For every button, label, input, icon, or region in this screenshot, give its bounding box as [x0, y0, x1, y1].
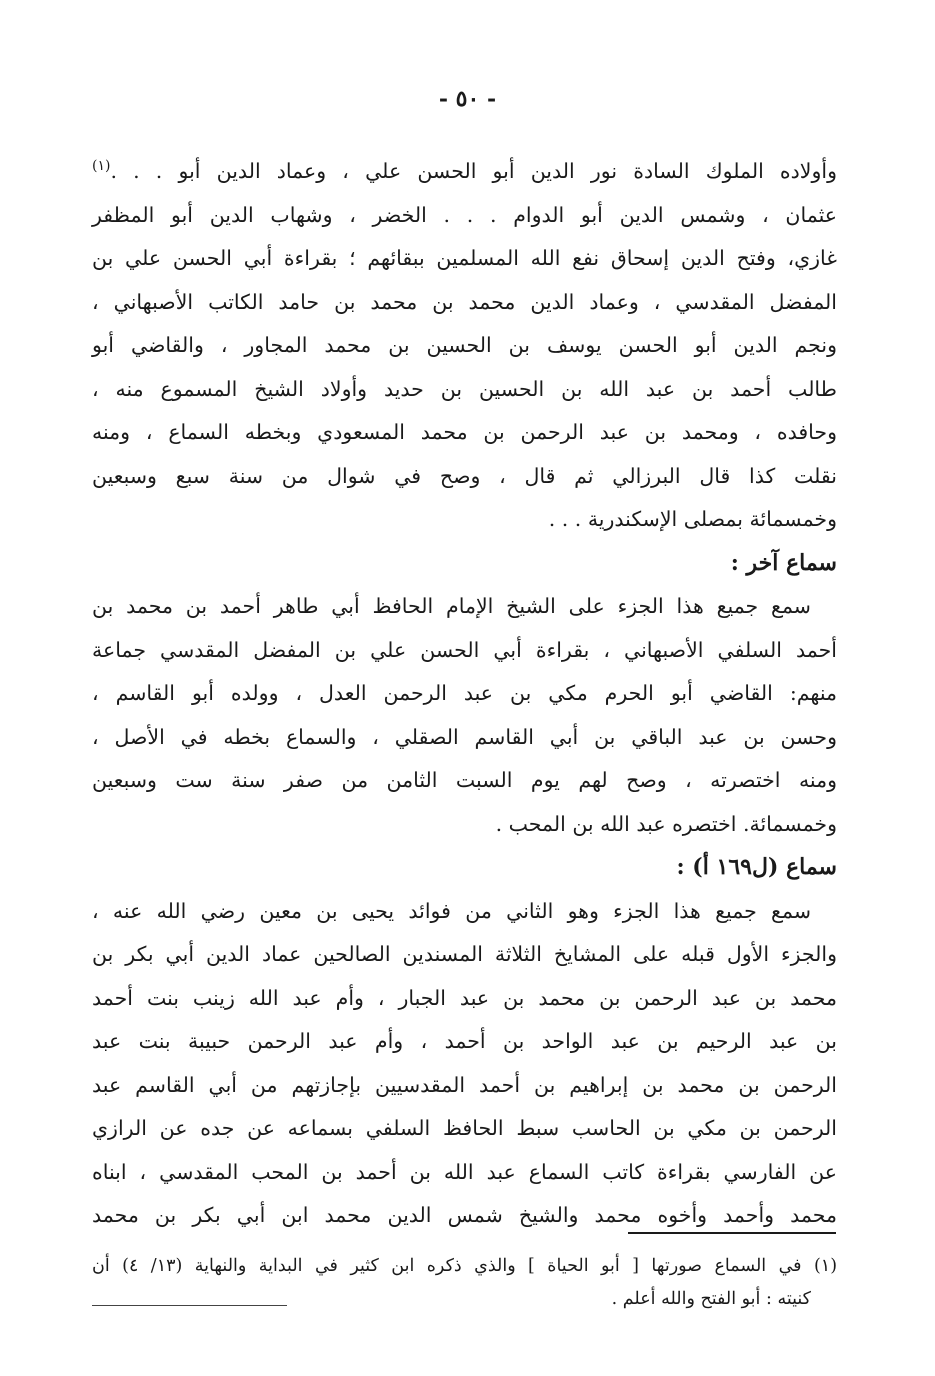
text-line: ونجم الدين أبو الحسن يوسف بن الحسين بن محمد المجاور ، والقاضي أبو: [92, 333, 837, 357]
footnote-reference: (١): [92, 158, 111, 175]
section-heading: سماع آخر :: [730, 549, 837, 576]
text-line: المفضل المقدسي ، وعماد الدين محمد بن محمد بن حامد الكاتب الأصبهاني ،: [92, 289, 837, 314]
page-number: - ٥٠ -: [438, 86, 497, 112]
text-line: نقلت كذا قال البرزالي ثم قال ، وصح في شوال من سنة سبع وسبعين: [92, 463, 837, 488]
text-line: سمع جميع هذا الجزء وهو الثاني من فوائد يحيى بن معين رضي الله عنه ،: [92, 898, 811, 923]
main-text: [92, 150, 837, 1238]
text-line: ومنه اختصرته ، وصح لهم يوم السبت الثامن من صفر سنة ست وسبعين: [92, 768, 837, 792]
text-line: الرحمن بن محمد بن إبراهيم بن أحمد المقدسيين بإجازتهم من أبي القاسم عبد: [92, 1072, 837, 1097]
text-line: وخمسمائة بمصلى الإسكندرية . . .: [548, 507, 837, 531]
text-line: بن عبد الرحيم بن عبد الواحد بن أحمد ، وأم عبد الرحمن حبيبة بنت عبد: [92, 1029, 837, 1053]
text-line: الرحمن بن مكي بن الحاسب سبط الحافظ السلفي بسماعه عن جده عن الرازي: [92, 1116, 837, 1140]
text-line: وحافده ، ومحمد بن عبد الرحمن بن محمد المسعودي وبخطه السماع ، ومنه: [92, 420, 837, 444]
footnote: [92, 1250, 837, 1316]
text-line: طالب أحمد بن عبد الله بن الحسين بن حديد وأولاد الشيخ المسموع منه ،: [92, 376, 837, 401]
text-line: وحسن بن عبد الباقي بن أبي القاسم الصقلي ، والسماع بخطه في الأصل ،: [92, 724, 837, 749]
text-line: محمد بن عبد الرحمن بن محمد بن عبد الجبار ، وأم عبد الله زينب بنت أحمد: [92, 985, 837, 1010]
text-line: وخمسمائة. اختصره عبد الله بن المحب .: [495, 811, 837, 836]
bottom-divider: [92, 1305, 287, 1306]
footnote-line: (١) في السماع صورتها [ أبو الحياة ] والذي ذكره ابن كثير في البداية والنهاية (١٣/ ٤) أن: [92, 1256, 838, 1276]
text-line: محمد وأحمد وأخوه محمد والشيخ شمس الدين محمد ابن أبي بكر بن محمد: [92, 1203, 837, 1227]
text-line: أحمد السلفي الأصبهاني ، بقراءة أبي الحسن علي بن المفضل المقدسي جماعة: [92, 637, 837, 662]
text-line: غازي، وفتح الدين إسحاق نفع الله المسلمين ببقائهم ؛ بقراءة أبي الحسن علي بن: [92, 246, 837, 270]
text-line: عن الفارسي بقراءة كاتب السماع عبد الله بن أحمد بن المحب المقدسي ، ابناه: [92, 1159, 837, 1184]
text-line: وأولاده الملوك السادة نور الدين أبو الحسن علي ، وعماد الدين أبو . . .$^{(١)}$: [92, 158, 837, 183]
section-heading: سماع (ل١٦٩ أ) :: [676, 854, 837, 880]
text-line: منهم: القاضي أبو الحرم مكي بن عبد الرحمن العدل ، وولده أبو القاسم ،: [92, 681, 837, 705]
footnote-divider: [628, 1232, 836, 1234]
text-line: عثمان ، وشمس الدين أبو الدوام . . . الخضر ، وشهاب الدين أبو المظفر: [92, 202, 837, 227]
text-line: سمع جميع هذا الجزء على الشيخ الإمام الحافظ أبي طاهر أحمد بن محمد بن: [92, 594, 811, 618]
footnote-line: كنيته : أبو الفتح والله أعلم .: [611, 1289, 811, 1309]
text-line: والجزء الأول قبله على المشايخ الثلاثة المسندين الصالحين عماد الدين أبي بكر بن: [92, 942, 837, 966]
